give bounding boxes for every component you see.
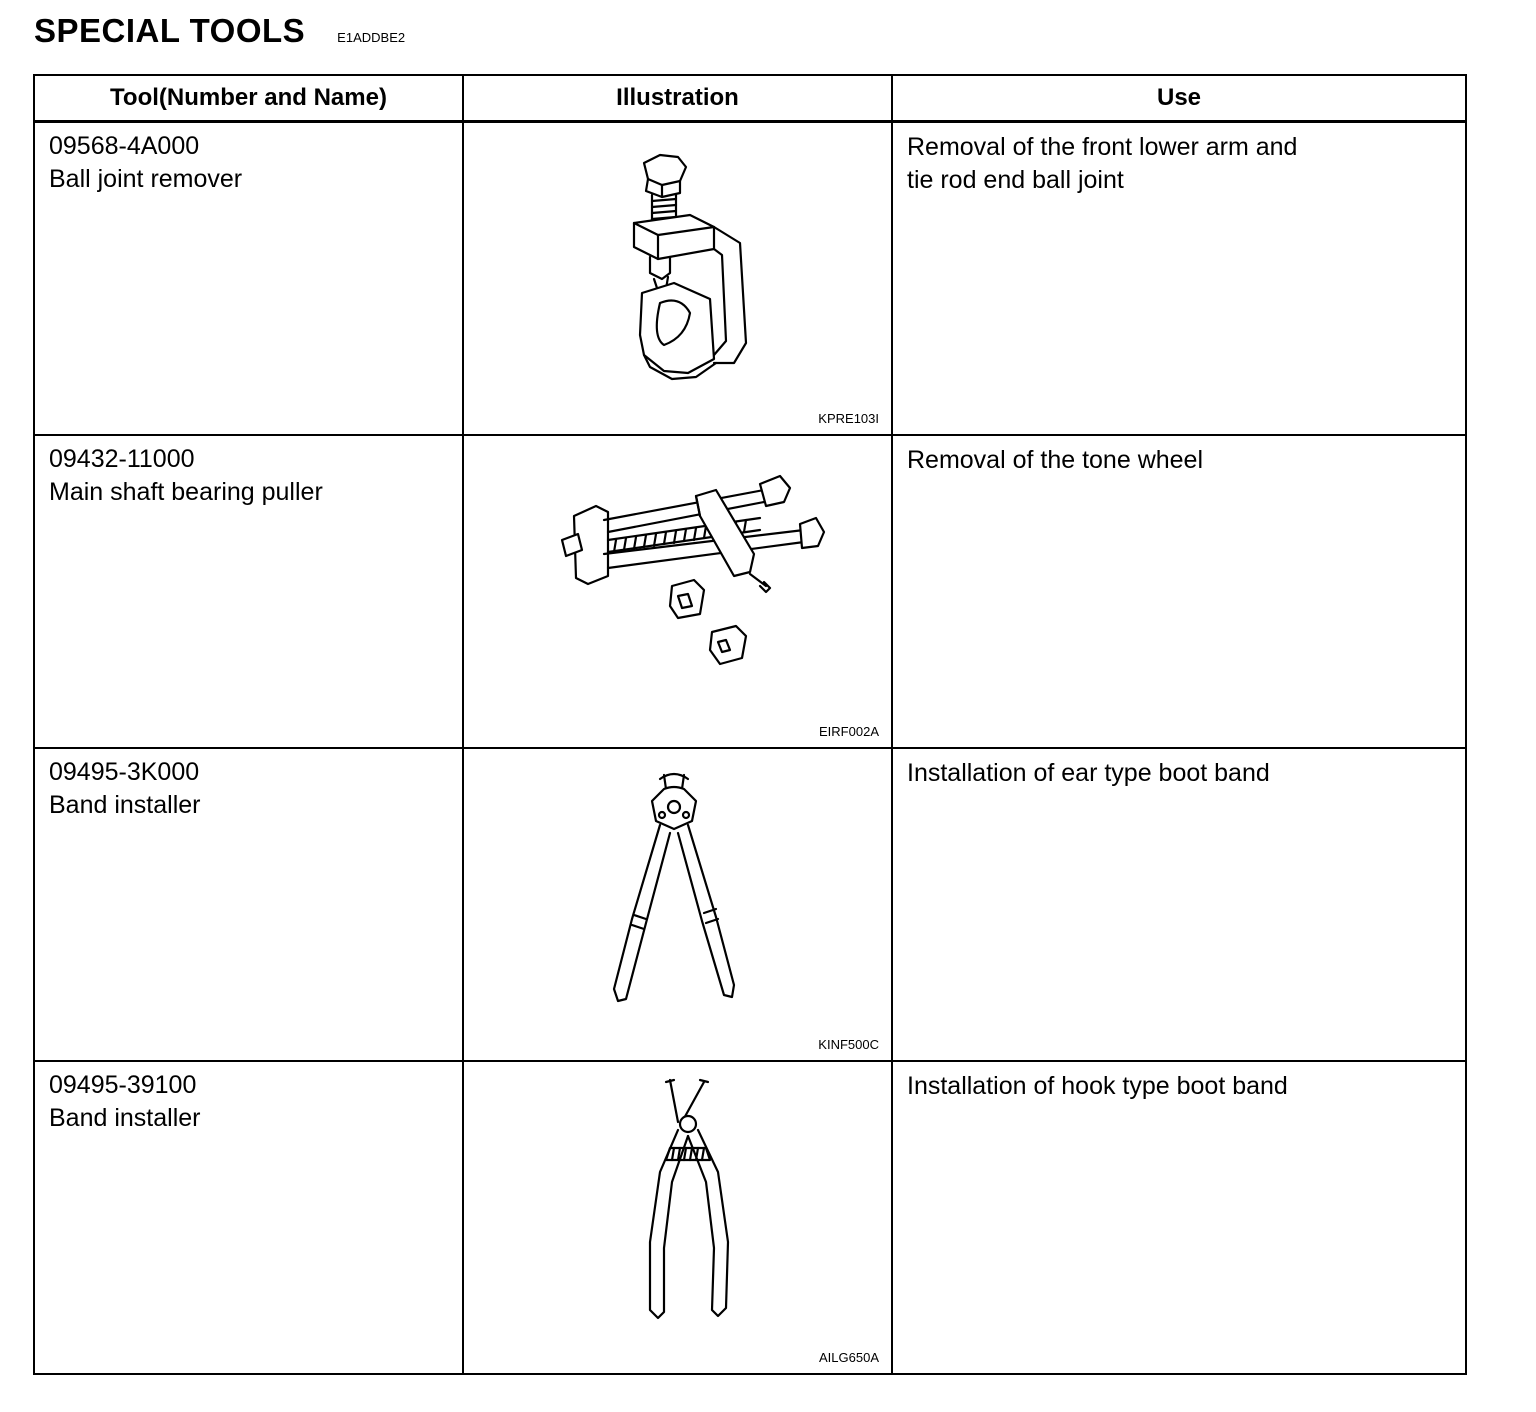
figure-code: KINF500C xyxy=(818,1037,879,1052)
tool-number: 09432-11000 xyxy=(49,445,195,473)
table-row xyxy=(34,748,1466,1061)
tool-name: Main shaft bearing puller xyxy=(49,478,323,506)
special-tools-table xyxy=(33,74,1467,1375)
page-title: SPECIAL TOOLS xyxy=(34,12,306,49)
illustration-cell xyxy=(463,435,892,748)
table-row xyxy=(34,122,1466,436)
use-cell xyxy=(892,435,1466,748)
tool-name: Band installer xyxy=(49,791,201,819)
page-heading xyxy=(34,12,405,50)
use-text: Installation of hook type boot band xyxy=(907,1072,1288,1100)
use-cell xyxy=(892,1061,1466,1374)
tool-cell xyxy=(34,748,463,1061)
ball-joint-remover-icon xyxy=(464,123,893,434)
illustration-cell xyxy=(463,1061,892,1374)
hook-band-pliers-icon xyxy=(464,1062,893,1373)
use-cell xyxy=(892,748,1466,1061)
tool-number: 09495-3K000 xyxy=(49,758,200,786)
tool-cell xyxy=(34,435,463,748)
use-text: Installation of ear type boot band xyxy=(907,759,1270,787)
tool-cell xyxy=(34,1061,463,1374)
column-header-use: Use xyxy=(892,75,1466,122)
tool-cell xyxy=(34,122,463,436)
table-row xyxy=(34,435,1466,748)
figure-code: AILG650A xyxy=(819,1350,879,1365)
table-header-row xyxy=(34,75,1466,122)
tool-name: Ball joint remover xyxy=(49,165,243,193)
table-row xyxy=(34,1061,1466,1374)
column-header-illustration: Illustration xyxy=(463,75,892,122)
figure-code: KPRE103I xyxy=(818,411,879,426)
bearing-puller-icon xyxy=(464,436,893,747)
tool-number: 09568-4A000 xyxy=(49,132,200,160)
tool-number: 09495-39100 xyxy=(49,1071,197,1099)
use-cell xyxy=(892,122,1466,436)
use-text: Removal of the tone wheel xyxy=(907,446,1204,474)
tool-name: Band installer xyxy=(49,1104,201,1132)
figure-code: EIRF002A xyxy=(819,724,879,739)
illustration-cell xyxy=(463,748,892,1061)
illustration-cell xyxy=(463,122,892,436)
ear-band-pliers-icon xyxy=(464,749,893,1060)
use-text: Removal of the front lower arm and tie rod end ball joint xyxy=(907,133,1298,194)
section-code: E1ADDBE2 xyxy=(337,30,406,45)
column-header-tool: Tool(Number and Name) xyxy=(34,75,463,122)
